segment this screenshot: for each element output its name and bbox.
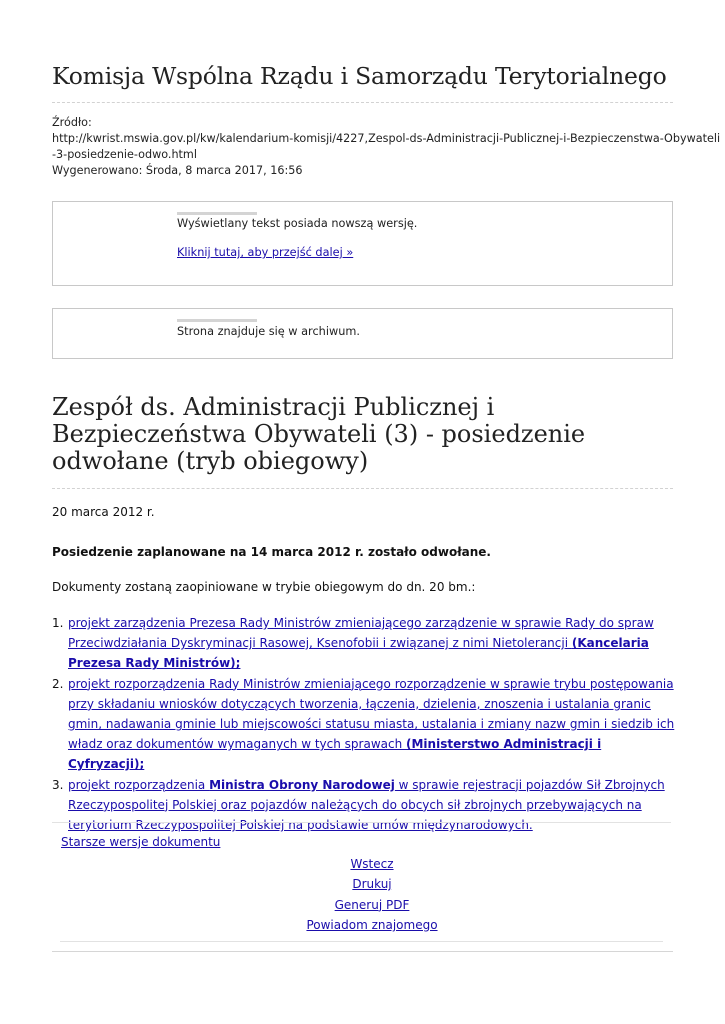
print-link[interactable]: Drukuj xyxy=(352,877,392,892)
notice-bar xyxy=(177,212,257,215)
document-link-1[interactable]: projekt zarządzenia Prezesa Rady Ministrów zmieniającego zarządzenie w sprawie Rady do spraw Przeciwdziałania Dyskryminacji Rasowej, Ksenofobii i związanej z nimi Nietolerancji (Kancelaria Prezesa Rady Ministrów); xyxy=(68,616,654,671)
site-title: Komisja Wspólna Rządu i Samorządu Terytorialnego xyxy=(52,62,667,90)
title-divider xyxy=(52,102,673,103)
archive-text: Strona znajduje się w archiwum. xyxy=(177,325,360,338)
list-item xyxy=(52,775,677,836)
article-intro: Dokumenty zostaną zaopiniowane w trybie obiegowym do dn. 20 bm.: xyxy=(52,580,476,594)
older-versions-link[interactable]: Starsze wersje dokumentu xyxy=(61,835,221,849)
go-to-new-version-link[interactable]: Kliknij tutaj, aby przejść dalej » xyxy=(177,246,354,259)
generate-pdf-link[interactable]: Generuj PDF xyxy=(334,897,410,912)
footer-divider xyxy=(52,822,671,823)
document-link-3[interactable]: projekt rozporządzenia Ministra Obrony Narodowej w sprawie rejestracji pojazdów Sił Zbrojnych Rzeczypospolitej Polskiej oraz pojazdów należących do obcych sił zbrojnych przebywających na terytorium Rzeczypospolitej Polskiej na podstawie umów międzynarodowych. xyxy=(68,777,665,833)
list-item-number: 2. xyxy=(52,676,64,691)
list-item-number: 3. xyxy=(52,777,64,792)
document-list xyxy=(52,613,677,835)
source-url-line1: http://kwrist.mswia.gov.pl/kw/kalendarium-komisji/4227,Zespol-ds-Administracji-Publicznej-i-Bezpieczenstwa-Obywateli xyxy=(52,132,721,145)
list-item-number: 1. xyxy=(52,616,64,630)
list-item xyxy=(52,613,677,674)
notice-bar xyxy=(177,319,257,322)
actions-divider xyxy=(60,941,663,942)
cancel-notice: Posiedzenie zaplanowane na 14 marca 2012 r. zostało odwołane. xyxy=(52,545,491,559)
page-actions xyxy=(52,854,692,935)
article-title-line3: odwołane (tryb obiegowy) xyxy=(52,447,369,475)
archive-notice xyxy=(52,308,673,359)
source-url-line2: -3-posiedzenie-odwo.html xyxy=(52,148,197,161)
list-item xyxy=(52,674,677,775)
page-bottom-divider xyxy=(52,951,673,952)
source-meta xyxy=(52,115,721,179)
generated-date: Wygenerowano: Środa, 8 marca 2017, 16:56 xyxy=(52,164,303,177)
article-title-line1: Zespół ds. Administracji Publicznej i xyxy=(52,393,495,421)
document-link-2[interactable]: projekt rozporządzenia Rady Ministrów zmieniającego rozporządzenie w sprawie trybu postępowania przy składaniu wniosków dotyczących tworzenia, łączenia, dzielenia, znoszenia i ustalania granic gmin, nadawania gminie lub miejscowości statusu miasta, ustalania i zmiany nazw gmin i siedzib ich władz oraz dokumentów wymaganych w tych sprawach (Ministerstwo Administracji i Cyfryzacji); xyxy=(68,676,675,772)
article-date: 20 marca 2012 r. xyxy=(52,505,155,519)
back-link[interactable]: Wstecz xyxy=(350,857,394,871)
notify-friend-link[interactable]: Powiadom znajomego xyxy=(306,917,438,932)
source-label: Źródło: xyxy=(52,116,92,129)
article-divider xyxy=(52,488,673,489)
article-title xyxy=(52,394,652,475)
article-title-line2: Bezpieczeństwa Obywateli (3) - posiedzenie xyxy=(52,420,586,448)
new-version-notice xyxy=(52,201,673,286)
new-version-text: Wyświetlany tekst posiada nowszą wersję. xyxy=(177,217,418,230)
